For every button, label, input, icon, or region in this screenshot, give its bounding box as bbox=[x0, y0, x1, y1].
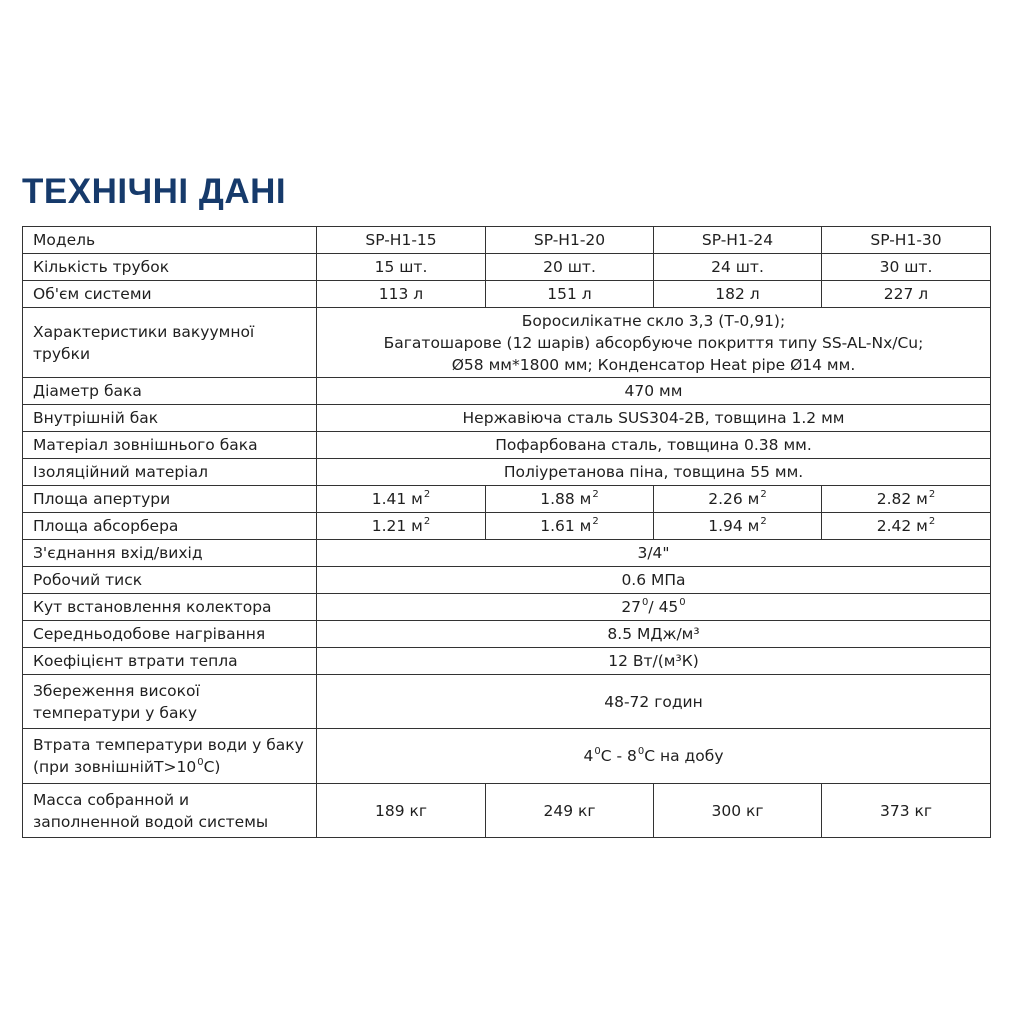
row-label: З'єднання вхід/вихід bbox=[23, 540, 317, 567]
value-cell bbox=[317, 594, 991, 621]
row-label bbox=[23, 308, 317, 378]
area-value: 1.94 м bbox=[708, 517, 760, 535]
unit-sup: 2 bbox=[928, 489, 936, 500]
row-label: Матеріал зовнішнього бака bbox=[23, 432, 317, 459]
model-cell: SP-H1-20 bbox=[486, 227, 654, 254]
value-line: Боросилікатне скло 3,3 (Т-0,91); bbox=[521, 311, 786, 330]
page-title: ТЕХНІЧНІ ДАНІ bbox=[22, 172, 287, 211]
row-tank-diameter bbox=[23, 378, 991, 405]
model-cell: SP-H1-15 bbox=[317, 227, 486, 254]
row-label: Середньодобове нагрівання bbox=[23, 621, 317, 648]
value-cell: Пофарбована сталь, товщина 0.38 мм. bbox=[317, 432, 991, 459]
row-label: Кількість трубок bbox=[23, 254, 317, 281]
row-heat-loss-coef bbox=[23, 648, 991, 675]
row-label bbox=[23, 675, 317, 729]
unit-sup: 2 bbox=[760, 489, 767, 500]
row-absorber-area bbox=[23, 513, 991, 540]
value-cell: Нержавіюча сталь SUS304-2B, товщина 1.2 мм bbox=[317, 405, 991, 432]
row-label: Площа апертури bbox=[23, 486, 317, 513]
row-outer-tank bbox=[23, 432, 991, 459]
degree-sup: 0 bbox=[679, 597, 686, 608]
row-label: Робочий тиск bbox=[23, 567, 317, 594]
value-line: Багатошарове (12 шарів) абсорбуюче покриття типу SS-AL-Nx/Cu; bbox=[383, 333, 924, 352]
degree-sup: 0 bbox=[642, 597, 649, 608]
value-cell: Поліуретанова піна, товщина 55 мм. bbox=[317, 459, 991, 486]
value-cell: 300 кг bbox=[654, 784, 822, 838]
value-cell: 12 Вт/(м³К) bbox=[317, 648, 991, 675]
degree-sup: 0 bbox=[197, 757, 204, 768]
row-inner-tank bbox=[23, 405, 991, 432]
value-cell: 20 шт. bbox=[486, 254, 654, 281]
unit-sup: 2 bbox=[928, 516, 936, 527]
value-cell: 182 л bbox=[654, 281, 822, 308]
value-part: 4 bbox=[583, 747, 594, 765]
value-cell bbox=[317, 308, 991, 378]
row-label: Площа абсорбера bbox=[23, 513, 317, 540]
area-value: 1.21 м bbox=[371, 517, 423, 535]
model-cell: SP-H1-24 bbox=[654, 227, 822, 254]
angle-value: 27 bbox=[621, 598, 642, 616]
row-label: Діаметр бака bbox=[23, 378, 317, 405]
label-line: температури у баку bbox=[33, 703, 197, 722]
row-label: Внутрішній бак bbox=[23, 405, 317, 432]
row-aperture-area bbox=[23, 486, 991, 513]
row-system-volume bbox=[23, 281, 991, 308]
row-daily-heating bbox=[23, 621, 991, 648]
value-part: С на добу bbox=[644, 747, 724, 765]
unit-sup: 2 bbox=[423, 489, 431, 500]
row-working-pressure bbox=[23, 567, 991, 594]
value-cell: 24 шт. bbox=[654, 254, 822, 281]
value-line: Ø58 мм*1800 мм; Конденсатор Heat pipe Ø14 мм. bbox=[451, 355, 856, 374]
value-cell bbox=[822, 486, 991, 513]
specs-table bbox=[22, 226, 991, 838]
row-label bbox=[23, 784, 317, 838]
area-value: 2.82 м bbox=[876, 490, 928, 508]
row-label: Об'єм системи bbox=[23, 281, 317, 308]
value-cell: 0.6 МПа bbox=[317, 567, 991, 594]
value-cell: 30 шт. bbox=[822, 254, 991, 281]
value-cell bbox=[486, 513, 654, 540]
value-cell: 227 л bbox=[822, 281, 991, 308]
value-cell bbox=[654, 486, 822, 513]
unit-sup: 2 bbox=[592, 489, 599, 500]
unit-sup: 2 bbox=[760, 516, 767, 527]
area-value: 1.41 м bbox=[371, 490, 423, 508]
row-label bbox=[23, 729, 317, 784]
label-line: Масса собранной и bbox=[33, 790, 190, 809]
value-cell: 3/4" bbox=[317, 540, 991, 567]
value-cell bbox=[317, 729, 991, 784]
degree-sup: 0 bbox=[594, 746, 601, 757]
value-cell bbox=[654, 513, 822, 540]
value-cell: 15 шт. bbox=[317, 254, 486, 281]
row-connection bbox=[23, 540, 991, 567]
area-value: 1.61 м bbox=[540, 517, 592, 535]
row-install-angle bbox=[23, 594, 991, 621]
value-cell: 151 л bbox=[486, 281, 654, 308]
area-value: 2.26 м bbox=[708, 490, 760, 508]
row-model bbox=[23, 227, 991, 254]
label-line: заполненной водой системы bbox=[33, 812, 269, 831]
degree-sup: 0 bbox=[637, 746, 645, 757]
value-cell: 113 л bbox=[317, 281, 486, 308]
value-cell bbox=[822, 513, 991, 540]
row-label: Ізоляційний матеріал bbox=[23, 459, 317, 486]
label-part: С) bbox=[203, 758, 221, 776]
value-cell bbox=[317, 486, 486, 513]
row-mass bbox=[23, 784, 991, 838]
row-label: Модель bbox=[23, 227, 317, 254]
row-vacuum-tube bbox=[23, 308, 991, 378]
label-line bbox=[33, 756, 308, 778]
value-cell: 373 кг bbox=[822, 784, 991, 838]
unit-sup: 2 bbox=[423, 516, 431, 527]
label-line: Втрата температури води у баку bbox=[33, 736, 304, 754]
value-part: С - 8 bbox=[600, 747, 637, 765]
area-value: 1.88 м bbox=[540, 490, 592, 508]
angle-value: / 45 bbox=[648, 598, 679, 616]
row-insulation bbox=[23, 459, 991, 486]
row-tubes-count bbox=[23, 254, 991, 281]
label-part: (при зовнішнійТ>10 bbox=[33, 758, 197, 776]
unit-sup: 2 bbox=[592, 516, 599, 527]
row-high-temp-storage bbox=[23, 675, 991, 729]
label-line: трубки bbox=[33, 344, 91, 363]
area-value: 2.42 м bbox=[876, 517, 928, 535]
row-temp-loss bbox=[23, 729, 991, 784]
row-label: Коефіцієнт втрати тепла bbox=[23, 648, 317, 675]
model-cell: SP-H1-30 bbox=[822, 227, 991, 254]
row-label: Кут встановлення колектора bbox=[23, 594, 317, 621]
value-cell bbox=[317, 513, 486, 540]
value-cell: 189 кг bbox=[317, 784, 486, 838]
label-line: Характеристики вакуумної bbox=[33, 322, 255, 341]
value-cell: 48-72 годин bbox=[317, 675, 991, 729]
value-cell: 470 мм bbox=[317, 378, 991, 405]
label-line: Збереження високої bbox=[33, 681, 200, 700]
value-cell: 8.5 МДж/м³ bbox=[317, 621, 991, 648]
value-cell bbox=[486, 486, 654, 513]
value-cell: 249 кг bbox=[486, 784, 654, 838]
